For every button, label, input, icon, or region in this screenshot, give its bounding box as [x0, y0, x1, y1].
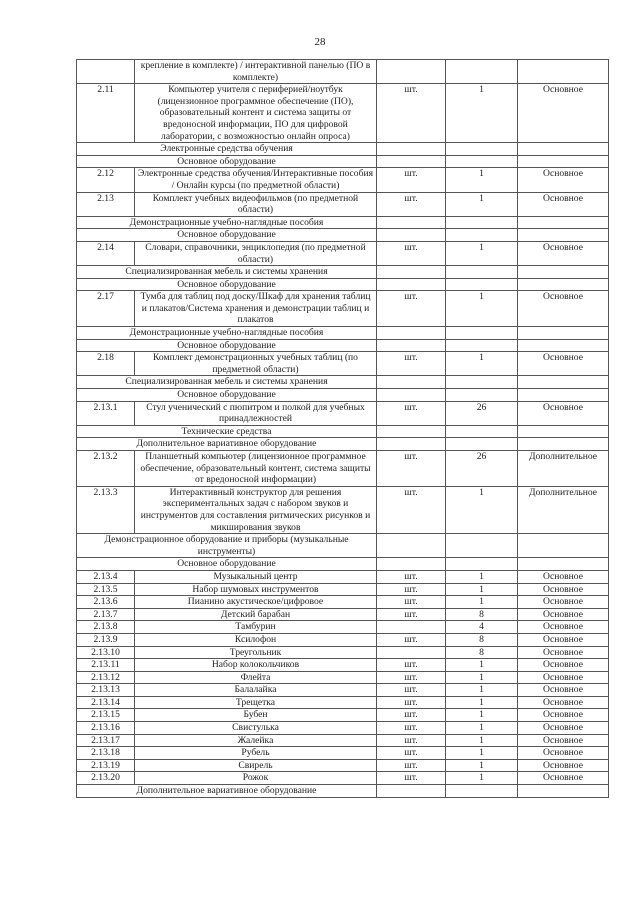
item-name: Трещетка [135, 696, 377, 709]
item-quantity: 4 [446, 621, 518, 634]
item-unit: шт. [377, 671, 446, 684]
item-quantity: 1 [446, 671, 518, 684]
section-row [77, 327, 609, 340]
item-name: Планшетный компьютер (лицензионное программное обеспечение, образовательный контент, система защиты от вредоносной информации) [135, 451, 377, 487]
item-name: Свистулька [135, 722, 377, 735]
item-type: Основное [518, 696, 609, 709]
section-row [77, 266, 609, 279]
item-name: Бубен [135, 709, 377, 722]
section-kind-cell [518, 438, 609, 451]
table-row [77, 401, 609, 425]
item-quantity: 1 [446, 486, 518, 533]
item-unit: шт. [377, 352, 446, 376]
section-qty-cell [446, 425, 518, 438]
section-kind-cell [518, 534, 609, 558]
section-row [77, 339, 609, 352]
item-type: Основное [518, 646, 609, 659]
item-unit: шт. [377, 570, 446, 583]
item-quantity: 1 [446, 84, 518, 143]
item-name: Комплект учебных видеофильмов (по предметной области) [135, 192, 377, 216]
section-kind-cell [518, 155, 609, 168]
item-number: 2.13.14 [77, 696, 135, 709]
table-row [77, 168, 609, 192]
item-name: Комплект демонстрационных учебных таблиц (по предметной области) [135, 352, 377, 376]
item-type: Основное [518, 734, 609, 747]
item-name: Стул ученический с пюпитром и полкой для учебных принадлежностей [135, 401, 377, 425]
equipment-table [76, 59, 609, 798]
section-unit-cell [377, 558, 446, 571]
table-row [77, 659, 609, 672]
section-qty-cell [446, 785, 518, 798]
item-name: Балалайка [135, 684, 377, 697]
item-quantity: 1 [446, 722, 518, 735]
item-number: 2.18 [77, 352, 135, 376]
item-type: Основное [518, 709, 609, 722]
section-kind-cell [518, 143, 609, 156]
item-quantity: 8 [446, 646, 518, 659]
item-quantity [446, 60, 518, 84]
section-unit-cell [377, 376, 446, 389]
item-number: 2.13.12 [77, 671, 135, 684]
section-unit-cell [377, 339, 446, 352]
item-name: Рожок [135, 772, 377, 785]
item-number: 2.13.15 [77, 709, 135, 722]
item-type: Основное [518, 608, 609, 621]
item-name: Пианино акустическое/цифровое [135, 596, 377, 609]
section-kind-cell [518, 425, 609, 438]
section-kind-cell [518, 278, 609, 291]
section-kind-cell [518, 785, 609, 798]
item-number: 2.13.2 [77, 451, 135, 487]
table-row [77, 583, 609, 596]
section-row [77, 155, 609, 168]
item-unit: шт. [377, 633, 446, 646]
table-row [77, 709, 609, 722]
section-qty-cell [446, 327, 518, 340]
section-qty-cell [446, 389, 518, 402]
table-row [77, 570, 609, 583]
item-name: Набор колокольчиков [135, 659, 377, 672]
table-row [77, 192, 609, 216]
item-quantity: 1 [446, 759, 518, 772]
section-unit-cell [377, 785, 446, 798]
item-quantity: 1 [446, 291, 518, 327]
item-number: 2.14 [77, 241, 135, 265]
item-number: 2.13.18 [77, 747, 135, 760]
item-number: 2.13 [77, 192, 135, 216]
item-number: 2.13.4 [77, 570, 135, 583]
item-number: 2.13.1 [77, 401, 135, 425]
item-type: Основное [518, 241, 609, 265]
item-name: Рубель [135, 747, 377, 760]
item-number: 2.13.16 [77, 722, 135, 735]
section-unit-cell [377, 425, 446, 438]
section-title: Демонстрационное оборудование и приборы (музыкальные инструменты) [77, 534, 377, 558]
table-row [77, 734, 609, 747]
page-number: 28 [314, 36, 326, 48]
item-unit: шт. [377, 747, 446, 760]
section-row [77, 785, 609, 798]
table-row [77, 241, 609, 265]
section-qty-cell [446, 229, 518, 242]
item-quantity: 1 [446, 596, 518, 609]
section-title: Основное оборудование [77, 389, 377, 402]
item-quantity: 1 [446, 684, 518, 697]
item-quantity: 1 [446, 168, 518, 192]
section-title: Демонстрационные учебно-наглядные пособия [77, 327, 377, 340]
section-title: Основное оборудование [77, 229, 377, 242]
item-name: крепление в комплекте) / интерактивной панелью (ПО в комплекте) [135, 60, 377, 84]
section-title: Демонстрационные учебно-наглядные пособия [77, 216, 377, 229]
item-type: Основное [518, 759, 609, 772]
item-unit: шт. [377, 684, 446, 697]
item-quantity: 1 [446, 192, 518, 216]
table-row [77, 747, 609, 760]
item-unit [377, 621, 446, 634]
item-unit: шт. [377, 84, 446, 143]
section-qty-cell [446, 376, 518, 389]
item-type: Основное [518, 291, 609, 327]
item-name: Электронные средства обучения/Интерактивные пособия / Онлайн курсы (по предметной области) [135, 168, 377, 192]
item-quantity: 1 [446, 772, 518, 785]
item-unit: шт. [377, 659, 446, 672]
item-unit [377, 60, 446, 84]
item-unit: шт. [377, 596, 446, 609]
section-unit-cell [377, 266, 446, 279]
section-kind-cell [518, 389, 609, 402]
item-number: 2.13.6 [77, 596, 135, 609]
section-unit-cell [377, 534, 446, 558]
table-row [77, 291, 609, 327]
section-row [77, 425, 609, 438]
section-unit-cell [377, 216, 446, 229]
item-quantity: 26 [446, 451, 518, 487]
table-row [77, 352, 609, 376]
table-row [77, 684, 609, 697]
item-quantity: 1 [446, 734, 518, 747]
section-row [77, 534, 609, 558]
item-unit: шт. [377, 696, 446, 709]
item-unit: шт. [377, 759, 446, 772]
item-quantity: 1 [446, 570, 518, 583]
section-kind-cell [518, 376, 609, 389]
item-name: Набор шумовых инструментов [135, 583, 377, 596]
item-unit: шт. [377, 291, 446, 327]
item-number: 2.13.11 [77, 659, 135, 672]
table-row [77, 671, 609, 684]
section-kind-cell [518, 327, 609, 340]
item-type: Основное [518, 621, 609, 634]
section-qty-cell [446, 216, 518, 229]
section-title: Технические средства [77, 425, 377, 438]
section-kind-cell [518, 266, 609, 279]
section-row [77, 143, 609, 156]
section-title: Основное оборудование [77, 558, 377, 571]
item-unit: шт. [377, 451, 446, 487]
item-quantity: 26 [446, 401, 518, 425]
section-title: Дополнительное вариативное оборудование [77, 438, 377, 451]
item-unit: шт. [377, 583, 446, 596]
item-name: Детский барабан [135, 608, 377, 621]
item-name: Ксилофон [135, 633, 377, 646]
section-unit-cell [377, 143, 446, 156]
item-unit: шт. [377, 241, 446, 265]
section-kind-cell [518, 216, 609, 229]
item-name: Тамбурин [135, 621, 377, 634]
item-type: Основное [518, 772, 609, 785]
section-unit-cell [377, 438, 446, 451]
item-number: 2.12 [77, 168, 135, 192]
item-unit: шт. [377, 486, 446, 533]
item-unit: шт. [377, 709, 446, 722]
section-title: Основное оборудование [77, 339, 377, 352]
item-type: Основное [518, 570, 609, 583]
item-type: Основное [518, 192, 609, 216]
item-type: Основное [518, 401, 609, 425]
item-number: 2.11 [77, 84, 135, 143]
section-unit-cell [377, 278, 446, 291]
section-qty-cell [446, 339, 518, 352]
item-name: Музыкальный центр [135, 570, 377, 583]
item-type: Дополнительное [518, 451, 609, 487]
item-number: 2.13.3 [77, 486, 135, 533]
item-quantity: 1 [446, 659, 518, 672]
table-row [77, 696, 609, 709]
item-number: 2.13.19 [77, 759, 135, 772]
item-unit [377, 646, 446, 659]
section-title: Специализированная мебель и системы хранения [77, 376, 377, 389]
equipment-table-body [77, 60, 609, 798]
section-row [77, 376, 609, 389]
section-kind-cell [518, 229, 609, 242]
section-title: Специализированная мебель и системы хранения [77, 266, 377, 279]
section-title: Основное оборудование [77, 278, 377, 291]
item-number: 2.13.5 [77, 583, 135, 596]
section-qty-cell [446, 534, 518, 558]
item-number: 2.13.9 [77, 633, 135, 646]
item-number: 2.13.17 [77, 734, 135, 747]
item-type: Основное [518, 168, 609, 192]
item-unit: шт. [377, 734, 446, 747]
table-row [77, 596, 609, 609]
item-quantity: 1 [446, 747, 518, 760]
item-quantity: 1 [446, 583, 518, 596]
item-type: Основное [518, 684, 609, 697]
section-qty-cell [446, 278, 518, 291]
item-unit: шт. [377, 192, 446, 216]
section-row [77, 389, 609, 402]
item-unit: шт. [377, 722, 446, 735]
section-title: Дополнительное вариативное оборудование [77, 785, 377, 798]
section-qty-cell [446, 266, 518, 279]
section-row [77, 558, 609, 571]
section-qty-cell [446, 155, 518, 168]
section-kind-cell [518, 558, 609, 571]
section-unit-cell [377, 327, 446, 340]
table-row [77, 772, 609, 785]
item-type: Основное [518, 671, 609, 684]
item-type: Основное [518, 747, 609, 760]
section-row [77, 229, 609, 242]
table-row [77, 759, 609, 772]
section-row [77, 438, 609, 451]
item-name: Компьютер учителя с периферией/ноутбук (лицензионное программное обеспечение (ПО), образовательный контент и система защиты от вредоносной информации, ПО для цифровой лаборатории, с возможностью онлайн опроса) [135, 84, 377, 143]
item-number: 2.17 [77, 291, 135, 327]
item-name: Свирель [135, 759, 377, 772]
item-name: Жалейка [135, 734, 377, 747]
item-type: Основное [518, 633, 609, 646]
table-row [77, 722, 609, 735]
item-number: 2.13.7 [77, 608, 135, 621]
item-quantity: 8 [446, 633, 518, 646]
item-type: Основное [518, 352, 609, 376]
item-unit: шт. [377, 168, 446, 192]
table-row [77, 646, 609, 659]
section-title: Основное оборудование [77, 155, 377, 168]
item-unit: шт. [377, 401, 446, 425]
section-kind-cell [518, 339, 609, 352]
item-name: Тумба для таблиц под доску/Шкаф для хранения таблиц и плакатов/Система хранения и демонстрации таблиц и плакатов [135, 291, 377, 327]
item-type: Основное [518, 722, 609, 735]
section-qty-cell [446, 438, 518, 451]
section-unit-cell [377, 229, 446, 242]
table-row [77, 621, 609, 634]
item-quantity: 1 [446, 709, 518, 722]
item-quantity: 1 [446, 352, 518, 376]
item-type [518, 60, 609, 84]
table-row [77, 60, 609, 84]
section-qty-cell [446, 558, 518, 571]
item-name: Интерактивный конструктор для решения экспериментальных задач с набором звуков и инструментов для составления ритмических рисунков и микширования звуков [135, 486, 377, 533]
item-number: 2.13.10 [77, 646, 135, 659]
item-type: Основное [518, 583, 609, 596]
item-quantity: 1 [446, 696, 518, 709]
section-row [77, 216, 609, 229]
item-number: 2.13.8 [77, 621, 135, 634]
item-number: 2.13.13 [77, 684, 135, 697]
item-name: Треугольник [135, 646, 377, 659]
section-row [77, 278, 609, 291]
table-row [77, 633, 609, 646]
table-row [77, 84, 609, 143]
item-quantity: 1 [446, 241, 518, 265]
table-row [77, 451, 609, 487]
item-type: Дополнительное [518, 486, 609, 533]
item-quantity: 8 [446, 608, 518, 621]
item-number: 2.13.20 [77, 772, 135, 785]
table-row [77, 608, 609, 621]
item-unit: шт. [377, 772, 446, 785]
table-row [77, 486, 609, 533]
item-name: Флейта [135, 671, 377, 684]
item-unit: шт. [377, 608, 446, 621]
section-qty-cell [446, 143, 518, 156]
section-title: Электронные средства обучения [77, 143, 377, 156]
section-unit-cell [377, 155, 446, 168]
item-type: Основное [518, 84, 609, 143]
item-type: Основное [518, 659, 609, 672]
item-number [77, 60, 135, 84]
item-type: Основное [518, 596, 609, 609]
item-name: Словари, справочники, энциклопедия (по предметной области) [135, 241, 377, 265]
section-unit-cell [377, 389, 446, 402]
